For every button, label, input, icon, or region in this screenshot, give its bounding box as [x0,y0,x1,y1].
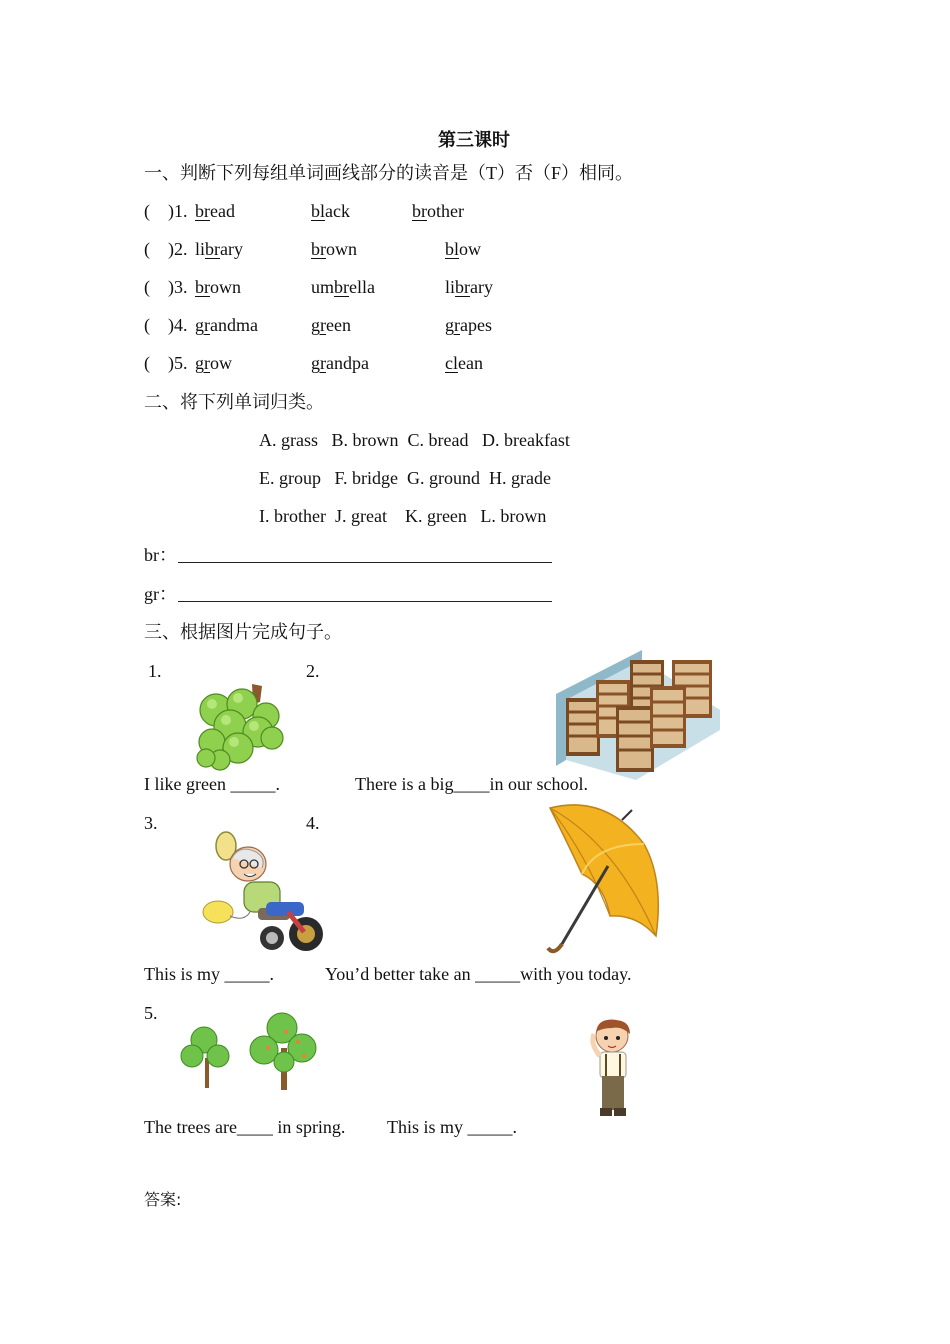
section2-heading: 二、将下列单词归类。 [144,392,324,412]
answer-bracket[interactable]: ( ) [144,353,174,373]
word-part: um [311,277,335,297]
underlined-letters: bl [311,201,326,221]
sentence-1: I like green _____. [144,774,280,794]
word-2 [311,238,357,260]
word-part: een [326,315,351,335]
word-part: other [427,201,464,221]
word-3 [445,238,481,260]
word-part: own [210,277,241,297]
word-2 [311,352,369,374]
word-part: ead [210,201,235,221]
word-1 [195,276,241,298]
word-part: li [445,277,456,297]
word-part: ean [458,353,483,373]
word-part: apes [460,315,492,335]
word-2 [311,276,375,298]
sentence-6: This is my _____. [387,1117,518,1137]
section1-heading: 一、判断下列每组单词画线部分的读音是（T）否（F）相同。 [144,163,634,183]
answer-bracket[interactable]: ( ) [144,201,174,221]
answer-bracket[interactable]: ( ) [144,315,174,335]
underlined-letters: gr [445,315,460,335]
word-list-line-3: I. brother J. great K. green L. brown [259,506,547,526]
question-number-1: 1. [148,661,162,681]
answer-label: 答案: [144,1190,182,1209]
underlined-letters: bl [445,239,460,259]
word-3 [412,200,464,222]
question-number-2: 2. [306,661,320,681]
page-title: 第三课时 [438,130,510,150]
section3-heading: 三、根据图片完成句子。 [144,622,342,642]
underlined-letters: br [205,239,221,259]
br-label: br： [144,545,177,565]
word-part: li [195,239,206,259]
answer-bracket[interactable]: ( ) [144,239,174,259]
underlined-letters: br [455,277,471,297]
word-2 [311,314,351,336]
grandpa-image [200,832,326,956]
item-number: 5. [174,353,188,373]
question-number-5: 5. [144,1003,158,1023]
word-part: andma [210,315,258,335]
br-answer-line[interactable] [178,562,552,563]
gr-label: gr： [144,584,177,604]
item-number: 3. [174,277,188,297]
sentence-4: You’d better take an _____with you today. [325,964,632,984]
word-part: andpa [326,353,369,373]
word-part: ow [459,239,482,259]
word-part: ary [220,239,243,259]
question-number-4: 4. [306,813,320,833]
word-1 [195,200,235,222]
underlined-letters: br [334,277,350,297]
umbrella-image [546,804,662,956]
underlined-letters: br [195,201,210,221]
word-list-line-2: E. group F. bridge G. ground H. grade [259,468,552,488]
word-1 [195,238,243,260]
item-number: 1. [174,201,188,221]
sentence-5: The trees are____ in spring. [144,1117,346,1137]
word-part: ella [349,277,375,297]
underlined-letters: br [412,201,427,221]
gr-answer-line[interactable] [178,601,552,602]
word-list-line-1: A. grass B. brown C. bread D. breakfast [259,430,570,450]
word-2 [311,200,350,222]
underlined-letters: gr [311,315,326,335]
trees-image [178,1012,322,1092]
word-3 [445,276,493,298]
word-1 [195,314,258,336]
underlined-letters: cl [445,353,458,373]
underlined-letters: gr [195,353,210,373]
word-1 [195,352,232,374]
word-part: ary [470,277,493,297]
word-3 [445,314,492,336]
question-number-3: 3. [144,813,158,833]
item-number: 4. [174,315,188,335]
word-part: ack [325,201,350,221]
sentence-2: There is a big____in our school. [355,774,588,794]
word-part: own [326,239,357,259]
sentence-3: This is my _____. [144,964,275,984]
grapes-image [190,682,286,770]
underlined-letters: br [195,277,210,297]
underlined-letters: gr [195,315,210,335]
boy-image [584,1018,644,1122]
underlined-letters: br [311,239,326,259]
word-part: ow [210,353,232,373]
item-number: 2. [174,239,188,259]
underlined-letters: gr [311,353,326,373]
word-3 [445,352,483,374]
library-image [556,650,720,780]
answer-bracket[interactable]: ( ) [144,277,174,297]
